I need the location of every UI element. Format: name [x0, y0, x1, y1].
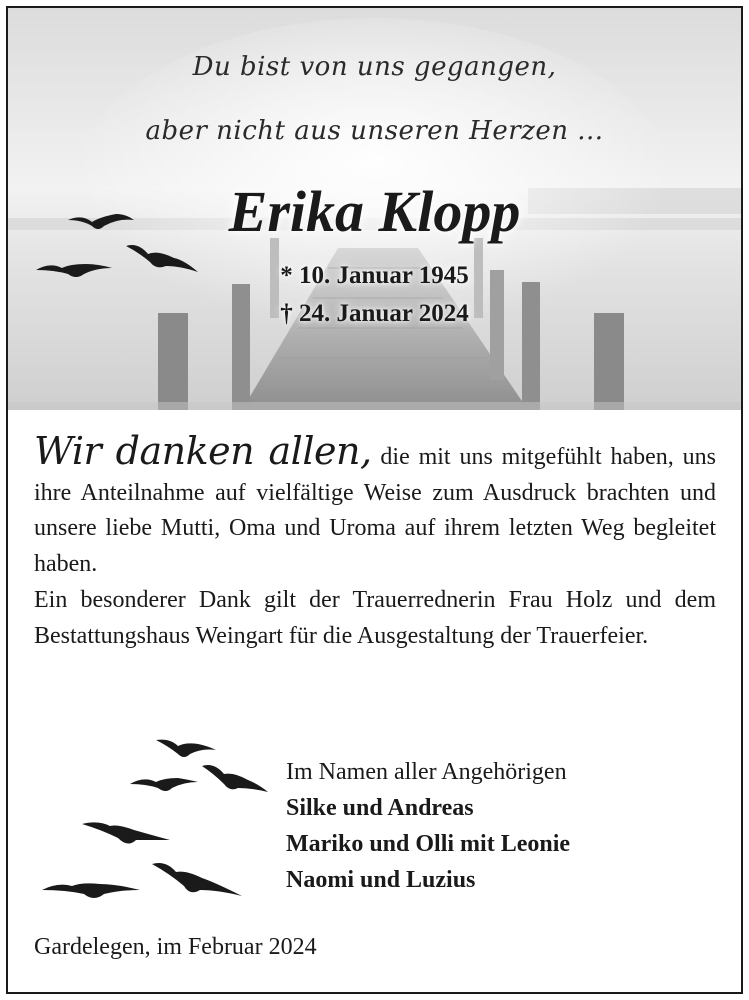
thanks-paragraph-2: Ein besonderer Dank gilt der Trauerrednerin Frau Holz und dem Bestattungshaus Weingart für die Ausgestaltung der Trauerfeier.: [34, 586, 716, 649]
deceased-name: Erika Klopp: [228, 179, 521, 244]
death-date: † 24. Januar 2024: [280, 300, 469, 327]
signer-name: Silke und Andreas: [286, 795, 474, 821]
thanks-text: [34, 429, 717, 654]
verse-line-1: Du bist von uns gegangen,: [192, 52, 557, 82]
thanks-paragraph-1: [34, 429, 717, 583]
birth-date: * 10. Januar 1945: [280, 262, 469, 289]
verse-line-2: aber nicht aus unseren Herzen ...: [145, 116, 604, 146]
flying-birds-icon: [38, 736, 278, 916]
signer-name: Naomi und Luzius: [286, 867, 476, 893]
obituary-card: [6, 6, 743, 994]
signers-intro: Im Namen aller Angehörigen: [286, 759, 567, 785]
signer-name: Mariko und Olli mit Leonie: [286, 831, 571, 857]
thanks-paragraph-1-rest: die mit uns mitgefühlt haben, uns ihre Anteilnahme auf vielfältige Weise zum Ausdruck brachten und unsere liebe Mutti, Oma und Uroma auf ihrem letzten Weg begleitet haben.: [34, 444, 717, 578]
place-date: Gardelegen, im Februar 2024: [34, 934, 317, 960]
hero-photo: [8, 8, 741, 410]
signers-block: [286, 754, 570, 898]
thanks-opening: Wir danken allen,: [34, 429, 372, 473]
